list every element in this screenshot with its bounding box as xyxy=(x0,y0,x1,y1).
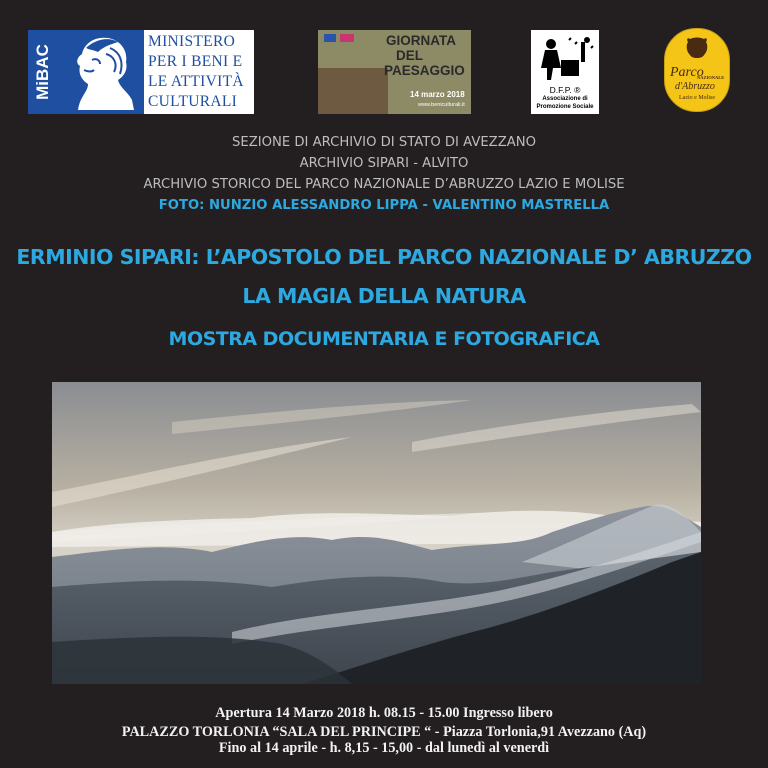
flag-icon xyxy=(324,34,336,42)
mountain-landscape-image xyxy=(52,382,701,684)
opening-info: Apertura 14 Marzo 2018 h. 08.15 - 15.00 Ingresso libero xyxy=(215,705,553,721)
giornata-title-line-1: GIORNATA xyxy=(386,33,456,48)
giornata-del-paesaggio-logo xyxy=(318,30,471,114)
parco-nazionale-logo xyxy=(664,28,730,112)
header-line-1: SEZIONE DI ARCHIVIO DI STATO DI AVEZZANO xyxy=(231,135,537,150)
schedule-info: Fino al 14 aprile - h. 8,15 - 15,00 - dal lunedì al venerdì xyxy=(218,740,550,756)
bust-icon xyxy=(58,30,144,114)
bear-icon xyxy=(682,35,712,61)
mibac-line-3: LE ATTIVITÀ xyxy=(148,73,244,90)
mibac-line-4: CULTURALI xyxy=(148,93,238,110)
header-line-2: ARCHIVIO SIPARI - ALVITO xyxy=(299,156,469,171)
venue-info: PALAZZO TORLONIA “SALA DEL PRINCIPE “ - Piazza Torlonia,91 Avezzano (Aq) xyxy=(121,724,647,740)
mibac-bust-emblem xyxy=(58,30,144,114)
giornata-title-line-3: PAESAGGIO xyxy=(384,63,465,78)
mibac-logo xyxy=(28,30,254,114)
mibac-line-1: MINISTERO xyxy=(148,33,236,50)
mibac-line-2: PER I BENI E xyxy=(148,53,243,70)
dfp-caption-1: Associazione di xyxy=(542,96,588,102)
dfp-caption-2: Promozione Sociale xyxy=(536,104,594,110)
giornata-date: 14 marzo 2018 xyxy=(410,90,465,99)
photo-credits: FOTO: NUNZIO ALESSANDRO LIPPA - VALENTINO MASTRELLA xyxy=(158,198,610,213)
mibac-acronym: MiBAC xyxy=(33,44,52,100)
header-line-3: ARCHIVIO STORICO DEL PARCO NAZIONALE D’ABRUZZO LAZIO E MOLISE xyxy=(143,177,625,192)
landscape-photo xyxy=(52,382,701,684)
exhibition-subtitle: MOSTRA DOCUMENTARIA E FOTOGRAFICA xyxy=(168,328,600,350)
parco-region: Lazio e Molise xyxy=(679,95,715,101)
badge-icon xyxy=(340,34,354,42)
parco-nazionale: NAZIONALE xyxy=(697,75,725,80)
dfp-logo xyxy=(531,30,599,114)
giornata-url: www.beniculturali.it xyxy=(418,102,465,108)
giornata-photo-band xyxy=(318,68,388,114)
main-title-line-1: ERMINIO SIPARI: L’APOSTOLO DEL PARCO NAZIONALE D’ ABRUZZO xyxy=(16,245,752,269)
giornata-title-line-2: DEL xyxy=(396,48,423,63)
main-title-line-2: LA MAGIA DELLA NATURA xyxy=(242,284,526,308)
dfp-name: D.F.P. ® xyxy=(549,85,581,95)
musicians-icon xyxy=(531,34,599,84)
parco-abruzzo: d'Abruzzo xyxy=(675,81,715,92)
parco-word: Parco xyxy=(670,65,704,80)
mibac-side-band xyxy=(28,30,58,114)
